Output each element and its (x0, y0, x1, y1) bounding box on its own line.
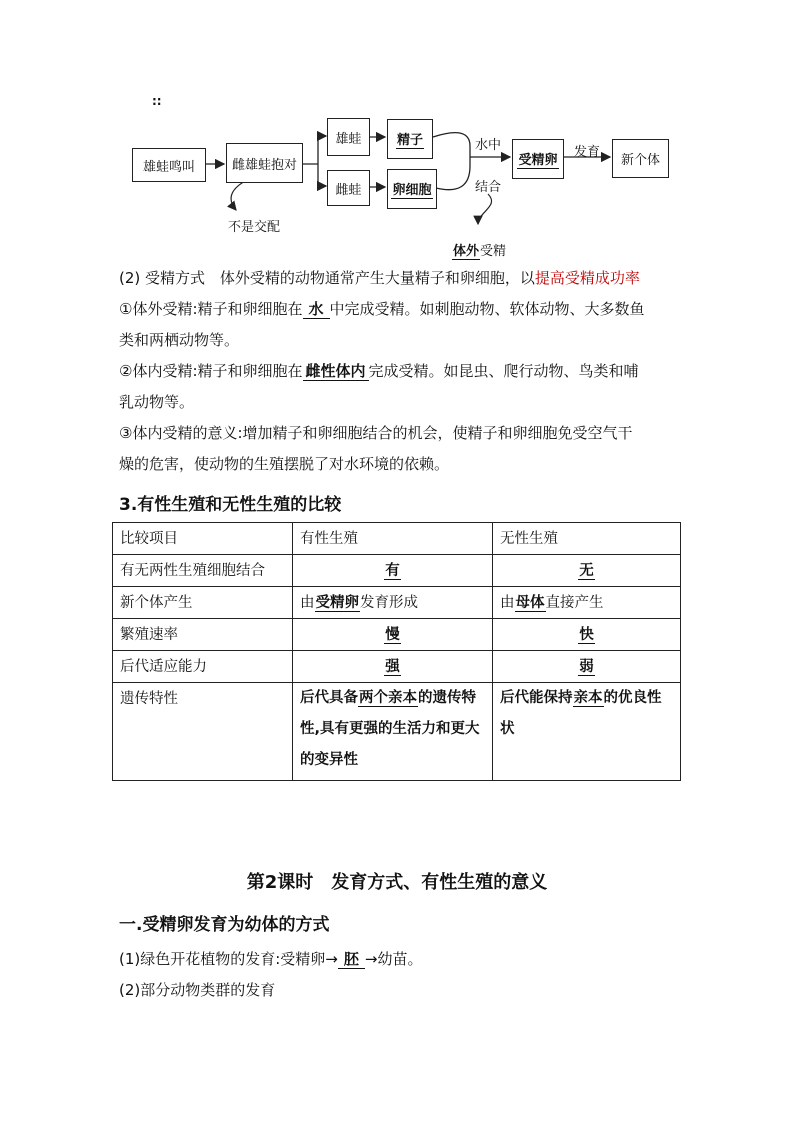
water-label: 水中 (475, 138, 502, 153)
not-mating-label: 不是交配 (228, 220, 281, 235)
male-frog-label: 雄蛙 (335, 131, 362, 147)
frog-call-label: 雄蛙鸣叫 (142, 159, 195, 175)
cell-text: 直接产生 (545, 595, 604, 611)
table-row (113, 683, 681, 781)
blank-answer: 有 (385, 563, 400, 579)
female-frog-label: 雌蛙 (335, 182, 362, 198)
embrace-label: 雌雄蛙抱对 (231, 157, 297, 173)
table-header-cell: 比较项目 (113, 523, 293, 555)
development-section (119, 944, 684, 1006)
cell-text: 由 (300, 595, 315, 611)
table-header-cell: 无性生殖 (493, 523, 681, 555)
int-text-c: 乳动物等。 (119, 393, 195, 411)
table-cell (293, 555, 493, 587)
combine-label: 结合 (475, 180, 502, 195)
blank-answer: 强 (385, 659, 400, 675)
egg-label: 卵细胞 (391, 179, 432, 199)
animal-development-line: (2)部分动物类群的发育 (119, 981, 276, 999)
blank-answer: 亲本 (573, 690, 603, 706)
table-cell (493, 683, 681, 781)
table-cell (293, 587, 493, 619)
plant-development-line (119, 944, 684, 975)
table-cell (493, 651, 681, 683)
section1-title: 一.受精卵发育为幼体的方式 (119, 915, 330, 935)
plant-dev-text-b: →幼苗。 (364, 950, 423, 968)
table-cell: 繁殖速率 (113, 619, 293, 651)
table-cell (293, 683, 493, 781)
table-row (113, 651, 681, 683)
frog-call-box (132, 148, 206, 182)
significance-text-a: ③体内受精的意义:增加精子和卵细胞结合的机会，使精子和卵细胞免受空气干 (119, 424, 633, 442)
develop-label: 发育 (574, 145, 601, 160)
plant-dev-blank: 胚 (338, 950, 365, 969)
blank-answer: 快 (579, 627, 594, 643)
int-blank: 雌性体内 (303, 362, 369, 381)
table-cell (293, 651, 493, 683)
blank-answer: 无 (579, 563, 594, 579)
lesson2-title: 第2课时 发育方式、有性生殖的意义 (246, 872, 548, 893)
table-cell: 新个体产生 (113, 587, 293, 619)
table-cell (493, 587, 681, 619)
male-frog-box (327, 118, 370, 156)
female-frog-box (327, 170, 370, 206)
zygote-box (512, 139, 564, 179)
blank-answer: 慢 (385, 627, 400, 643)
blank-answer: 受精卵 (315, 595, 359, 611)
cell-text: 由 (500, 595, 515, 611)
method-red-text: 提高受精成功率 (534, 269, 640, 287)
table-cell (493, 619, 681, 651)
blank-answer: 母体 (515, 595, 545, 611)
external-prefix: 体外 (453, 244, 480, 259)
method-heading: (2) 受精方式 (119, 269, 206, 287)
table-row (113, 619, 681, 651)
table-cell: 遗传特性 (113, 683, 293, 781)
egg-box (387, 169, 437, 209)
table-row (113, 555, 681, 587)
ext-blank: 水 (303, 300, 330, 319)
ext-text-c: 类和两栖动物等。 (119, 331, 240, 349)
external-fertilization-label (452, 240, 506, 259)
embrace-box (226, 143, 303, 183)
new-individual-box (612, 139, 669, 178)
cell-text: 的优良性状 (500, 690, 662, 737)
cell-text: 发育形成 (360, 595, 418, 611)
corner-marks: :: (152, 94, 162, 108)
cell-text: 的遗传特性,具有更强的生活力和更大的变异性 (300, 690, 480, 768)
sperm-label: 精子 (396, 129, 424, 149)
comparison-table (112, 522, 681, 781)
cell-text: 后代具备 (300, 690, 358, 706)
external-fertilization-text (119, 294, 684, 325)
fertilization-section (119, 263, 684, 480)
table-cell: 有无两性生殖细胞结合 (113, 555, 293, 587)
zygote-label: 受精卵 (517, 149, 558, 169)
blank-answer: 弱 (579, 659, 594, 675)
method-text: 体外受精的动物通常产生大量精子和卵细胞，以 (219, 269, 535, 287)
significance-text-b: 燥的危害，使动物的生殖摆脱了对水环境的依赖。 (119, 455, 450, 473)
table-header-row (113, 523, 681, 555)
table-cell (493, 555, 681, 587)
cell-text: 后代能保持 (500, 690, 573, 706)
sperm-box (387, 119, 433, 159)
section3-title: 3.有性生殖和无性生殖的比较 (119, 495, 342, 515)
int-text-a: ②体内受精:精子和卵细胞在 (119, 362, 303, 380)
table-header-cell: 有性生殖 (293, 523, 493, 555)
int-text-b: 完成受精。如昆虫、爬行动物、鸟类和哺 (368, 362, 639, 380)
new-individual-label: 新个体 (620, 153, 660, 168)
fertilization-method-line (119, 263, 684, 294)
internal-fertilization-text (119, 356, 684, 387)
external-suffix: 受精 (480, 244, 507, 259)
table-cell (293, 619, 493, 651)
table-cell: 后代适应能力 (113, 651, 293, 683)
ext-text-b: 中完成受精。如刺胞动物、软体动物、大多数鱼 (329, 300, 645, 318)
table-row (113, 587, 681, 619)
blank-answer: 两个亲本 (359, 690, 417, 706)
ext-text-a: ①体外受精:精子和卵细胞在 (119, 300, 303, 318)
plant-dev-text-a: (1)绿色开花植物的发育:受精卵→ (119, 950, 338, 968)
